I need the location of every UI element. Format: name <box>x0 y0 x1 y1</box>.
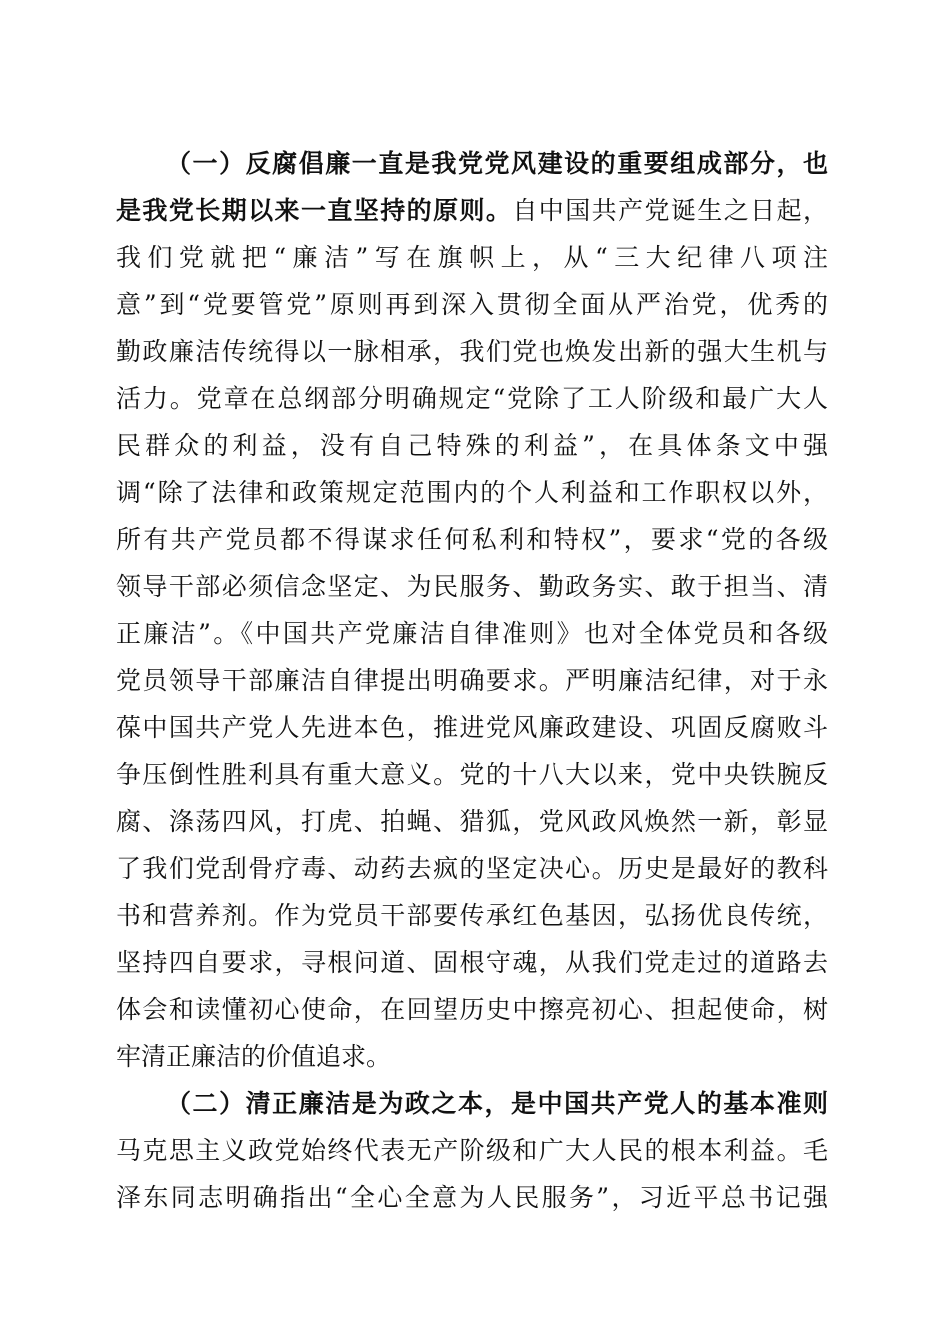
paragraph-1-line-12 <box>116 657 828 704</box>
paragraph-1-line-13 <box>116 704 828 751</box>
body-text: 葆中国共产党人先进本色，推进党风廉政建设、巩固反腐败斗 <box>116 713 828 742</box>
section-heading-2: （二）清正廉洁是为政之本，是中国共产党人的基本准则 <box>166 1089 828 1118</box>
paragraph-1-line-5 <box>116 328 828 375</box>
paragraph-1-line-1 <box>116 140 828 187</box>
paragraph-1-line-11 <box>116 610 828 657</box>
paragraph-1-line-14 <box>116 751 828 798</box>
paragraph-1-line-19 <box>116 986 828 1033</box>
paragraph-1-line-8 <box>116 469 828 516</box>
paragraph-1-line-15 <box>116 798 828 845</box>
body-text: 了我们党刮骨疗毒、动药去疯的坚定决心。历史是最好的教科 <box>116 854 828 883</box>
body-text: 正廉洁”。《中国共产党廉洁自律准则》也对全体党员和各级 <box>116 619 828 648</box>
body-text: 我们党就把“廉洁”写在旗帜上，从“三大纪律八项注 <box>116 243 828 272</box>
body-text: 腐、涤荡四风，打虎、拍蝇、猎狐，党风政风焕然一新，彰显 <box>116 807 828 836</box>
body-text: 马克思主义政党始终代表无产阶级和广大人民的根本利益。毛 <box>116 1136 828 1165</box>
paragraph-1-line-2 <box>116 187 828 234</box>
body-text: 民群众的利益，没有自己特殊的利益”，在具体条文中强 <box>116 431 828 460</box>
paragraph-1-line-16 <box>116 845 828 892</box>
paragraph-1-line-10 <box>116 563 828 610</box>
body-text: 体会和读懂初心使命，在回望历史中擦亮初心、担起使命，树 <box>116 995 828 1024</box>
body-text: 书和营养剂。作为党员干部要传承红色基因，弘扬优良传统， <box>116 901 828 930</box>
paragraph-1-line-9 <box>116 516 828 563</box>
body-text: 领导干部必须信念坚定、为民服务、勤政务实、敢于担当、清 <box>116 572 828 601</box>
body-text: 自中国共产党诞生之日起， <box>512 196 828 225</box>
paragraph-1-line-4 <box>116 281 828 328</box>
body-text: 坚持四自要求，寻根问道、固根守魂，从我们党走过的道路去 <box>116 948 828 977</box>
body-text: 泽东同志明确指出“全心全意为人民服务”，习近平总书记强 <box>116 1183 828 1212</box>
section-heading-1-cont: 是我党长期以来一直坚持的原则。 <box>116 196 513 225</box>
paragraph-2-line-1 <box>116 1080 828 1127</box>
paragraph-1-line-18 <box>116 939 828 986</box>
paragraph-1-line-3 <box>116 234 828 281</box>
paragraph-2-line-3 <box>116 1174 828 1221</box>
section-heading-1: （一）反腐倡廉一直是我党党风建设的重要组成部分，也 <box>166 149 828 178</box>
paragraph-1-line-7 <box>116 422 828 469</box>
body-text: 勤政廉洁传统得以一脉相承，我们党也焕发出新的强大生机与 <box>116 337 828 366</box>
body-text: 活力。党章在总纲部分明确规定“党除了工人阶级和最广大人 <box>116 384 828 413</box>
body-text: 意”到“党要管党”原则再到深入贯彻全面从严治党，优秀的 <box>116 290 828 319</box>
body-text: 牢清正廉洁的价值追求。 <box>116 1042 392 1071</box>
paragraph-2-line-2 <box>116 1127 828 1174</box>
body-text: 调“除了法律和政策规定范围内的个人利益和工作职权以外， <box>116 478 828 507</box>
body-text: 争压倒性胜利具有重大意义。党的十八大以来，党中央铁腕反 <box>116 760 828 789</box>
paragraph-1-line-20 <box>116 1033 828 1080</box>
body-text: 党员领导干部廉洁自律提出明确要求。严明廉洁纪律，对于永 <box>116 666 828 695</box>
body-text: 所有共产党员都不得谋求任何私利和特权”，要求“党的各级 <box>116 525 828 554</box>
document-body <box>116 140 828 1221</box>
paragraph-1-line-6 <box>116 375 828 422</box>
paragraph-1-line-17 <box>116 892 828 939</box>
